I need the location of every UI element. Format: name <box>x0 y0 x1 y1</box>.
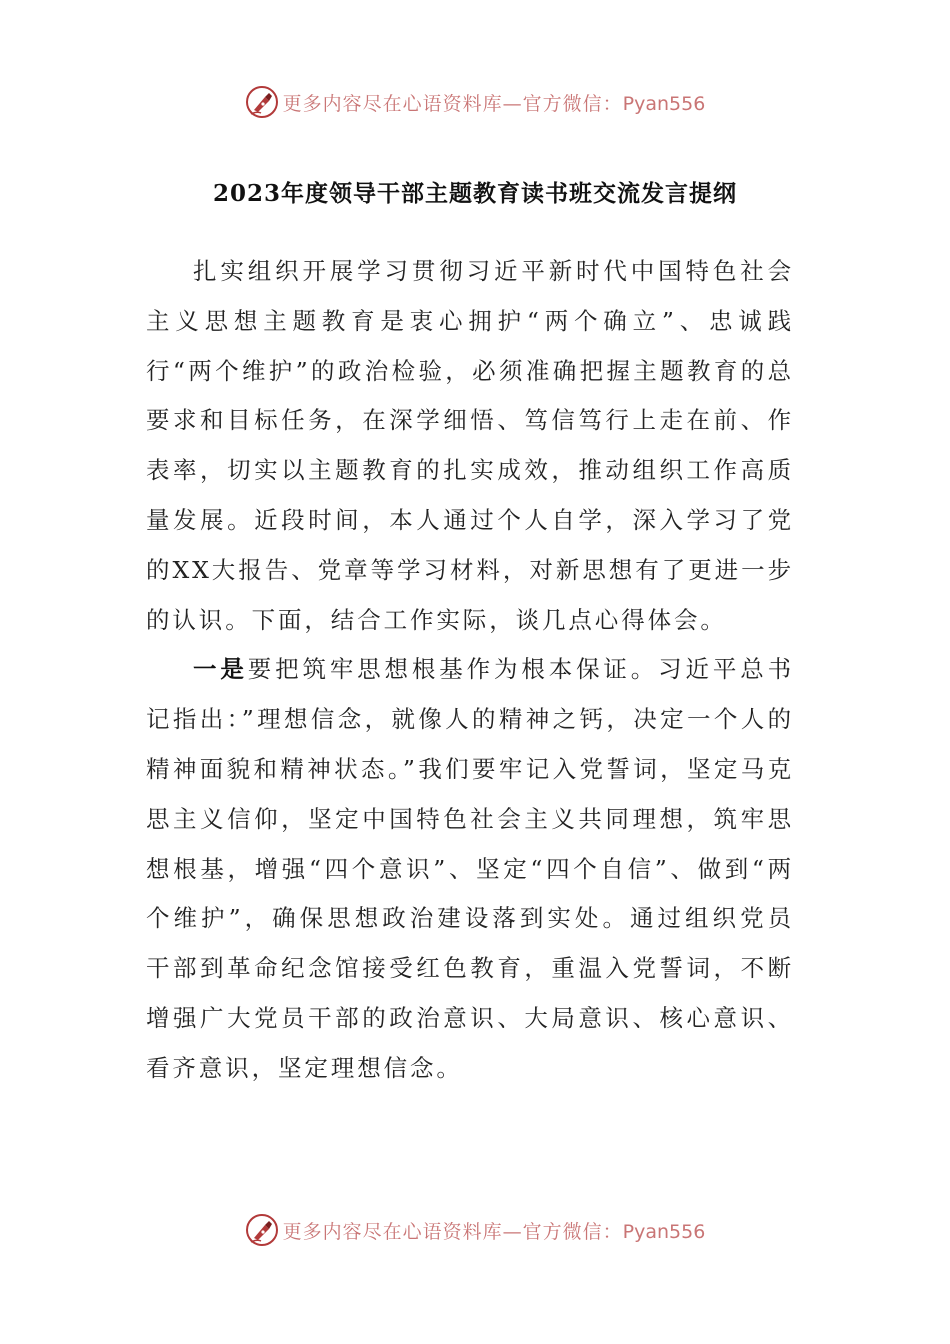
header-watermark <box>0 80 950 124</box>
document-title: 2023年度领导干部主题教育读书班交流发言提纲 <box>212 180 737 207</box>
document-body <box>146 247 794 1094</box>
paragraph-intro <box>146 247 794 645</box>
watermark-text <box>283 89 706 116</box>
pen-nib-logo-icon <box>245 1213 279 1247</box>
watermark-wechat-id: Pyan556 <box>622 92 706 115</box>
pen-nib-logo-icon <box>245 85 279 119</box>
watermark-text-cn: 更多内容尽在心语资料库—官方微信： <box>282 92 623 115</box>
paragraph-point-one <box>146 645 794 1093</box>
watermark-text-cn: 更多内容尽在心语资料库—官方微信： <box>282 1220 623 1243</box>
paragraph-point-one-lead: 一是 <box>193 655 248 684</box>
watermark-wechat-id: Pyan556 <box>622 1220 706 1243</box>
paragraph-point-one-text: 要把筑牢思想根基作为根本保证。习近平总书记指出：”理想信念，就像人的精神之钙，决定一个人的精神面貌和精神状态。”我们要牢记入党誓词，坚定马克思主义信仰，坚定中国特色社会主义共同理想，筑牢思想根基，增强“四个意识”、坚定“四个自信”、做到“两个维护”，确保思想政治建设落到实处。通过组织党员干部到革命纪念馆接受红色教育，重温入党誓词，不断增强广大党员干部的政治意识、大局意识、核心意识、看齐意识，坚定理想信念。 <box>146 655 794 1082</box>
footer-watermark <box>0 1208 950 1252</box>
watermark-text <box>283 1217 706 1244</box>
paragraph-intro-text: 扎实组织开展学习贯彻习近平新时代中国特色社会主义思想主题教育是衷心拥护“两个确立”、忠诚践行“两个维护”的政治检验，必须准确把握主题教育的总要求和目标任务，在深学细悟、笃信笃行上走在前、作表率，切实以主题教育的扎实成效，推动组织工作高质量发展。近段时间，本人通过个人自学，深入学习了党的XX大报告、党章等学习材料，对新思想有了更进一步的认识。下面，结合工作实际，谈几点心得体会。 <box>146 257 794 634</box>
